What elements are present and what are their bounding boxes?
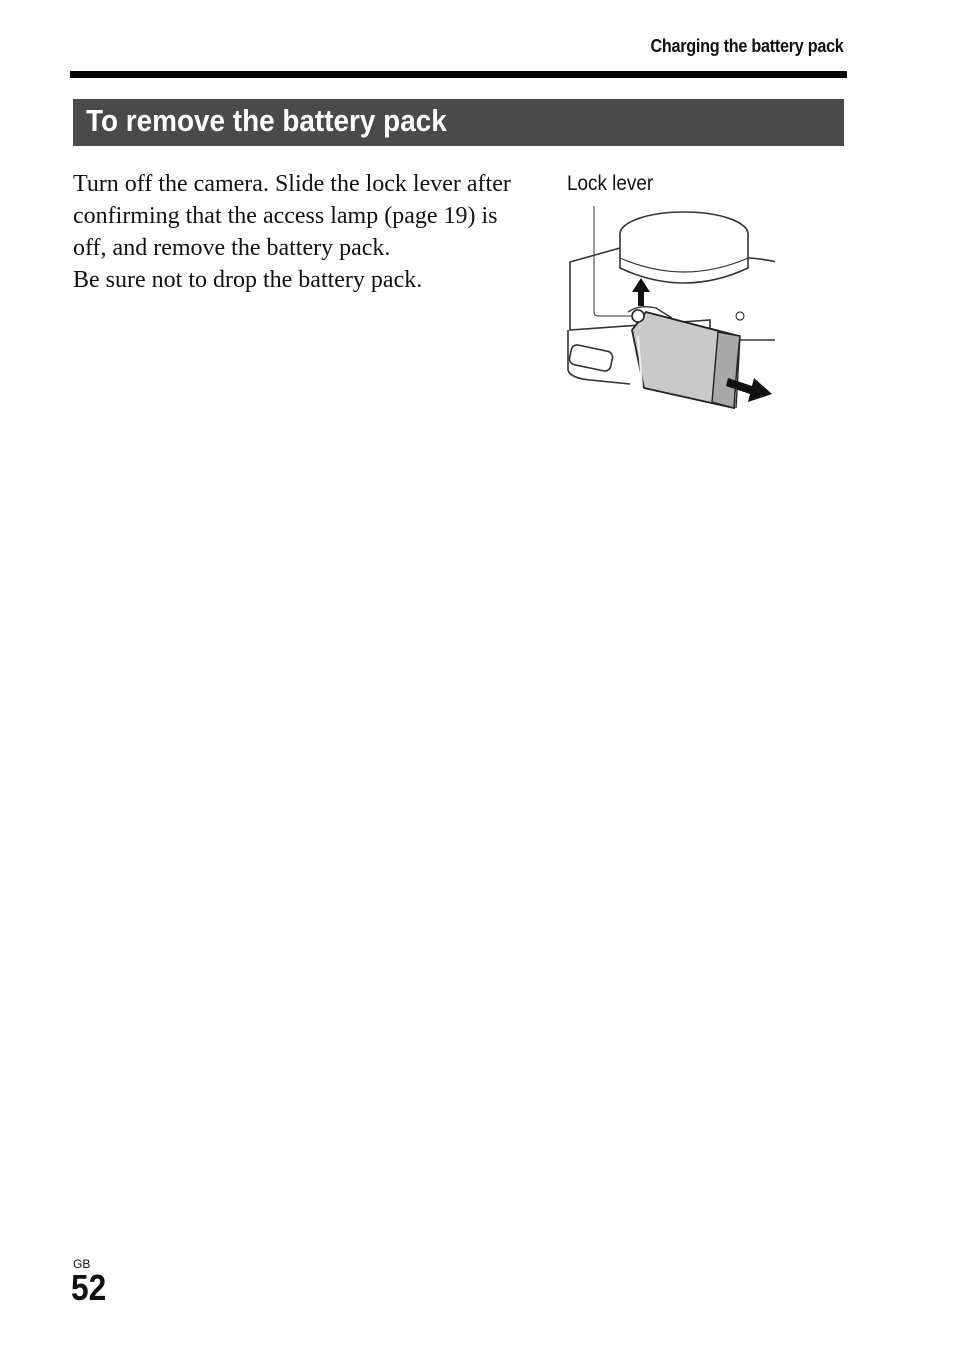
footer-region-code: GB [73, 1257, 91, 1271]
caution-paragraph: Be sure not to drop the battery pack. [73, 267, 423, 293]
instruction-paragraph: Turn off the camera. Slide the lock lever after confirming that the access lamp (page 19) is off, and remove the battery pack. [73, 171, 511, 261]
lock-lever [632, 310, 644, 322]
strap-lug [568, 344, 613, 372]
header-rule [70, 71, 847, 78]
running-header: Charging the battery pack [650, 36, 844, 56]
page-number: 52 [71, 1267, 107, 1308]
battery-removal-illustration [560, 200, 775, 415]
lock-lever-label: Lock lever [567, 172, 654, 195]
body-text [73, 168, 513, 296]
lens-barrel [620, 234, 748, 283]
section-title: To remove the battery pack [86, 103, 447, 138]
section-heading-bar [73, 99, 844, 146]
